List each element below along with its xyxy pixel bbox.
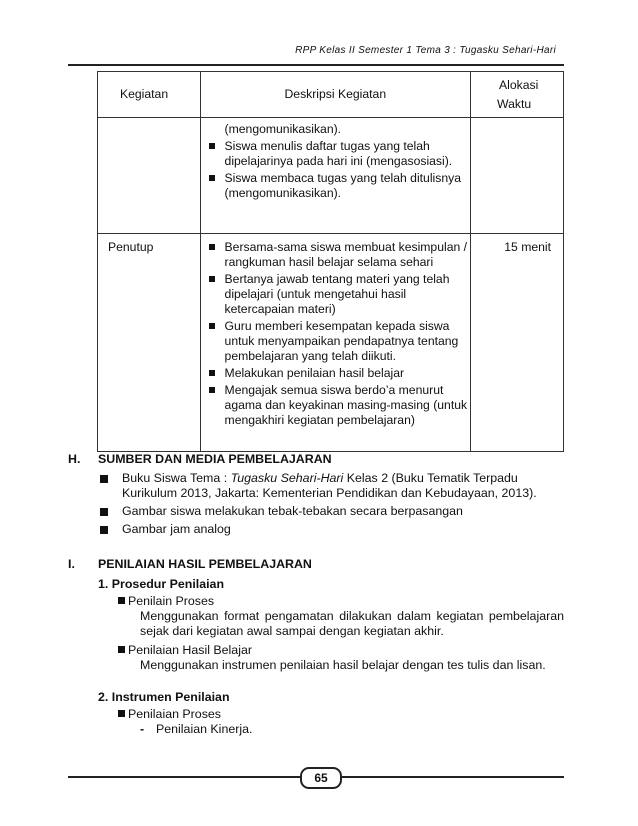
square-bullet-icon [118, 710, 125, 717]
square-bullet-icon [209, 370, 215, 376]
book-title: Tugasku Sehari-Hari [230, 471, 344, 485]
section-h [68, 452, 562, 540]
square-bullet-icon [209, 175, 215, 181]
penilaian-proses-text: Menggunakan format pengamatan dilakukan dalam kegiatan pembelajaran sejak dari kegiatan awal sampai dengan kegiatan akhir. [140, 609, 564, 638]
penilaian-proses-item [68, 594, 564, 609]
page-number: 65 [300, 767, 342, 789]
square-bullet-icon [209, 387, 215, 393]
list-item-text: Gambar jam analog [122, 522, 231, 536]
list-item [201, 272, 471, 317]
footer-rule-left [68, 776, 300, 778]
table-header-row [98, 72, 564, 118]
list-item-text: Penilaian Hasil Belajar [128, 643, 252, 657]
list-item-text: Melakukan penilaian hasil belajar [224, 366, 405, 380]
header-rule [68, 64, 564, 66]
header-kegiatan: Kegiatan [98, 72, 201, 118]
list-item-text: Penilain Proses [128, 594, 215, 608]
subsection-prosedur: 1. Prosedur Penilaian [98, 577, 225, 591]
section-h-letter: H. [68, 452, 81, 466]
square-bullet-icon [118, 597, 125, 604]
table-row-continued [98, 118, 564, 234]
square-bullet-icon [100, 475, 108, 483]
section-i [68, 557, 564, 737]
section-i-letter: I. [68, 557, 75, 571]
square-bullet-icon [100, 508, 108, 516]
list-item [201, 319, 471, 364]
penutup-time: 15 menit [471, 234, 564, 452]
square-bullet-icon [100, 526, 108, 534]
list-item-text: Guru memberi kesempatan kepada siswa untuk menyampaikan pendapatnya tentang pembelajaran yang telah diikuti. [224, 319, 459, 363]
list-item [68, 471, 562, 501]
square-bullet-icon [209, 143, 215, 149]
list-item-text: Bersama-sama siswa membuat kesimpulan / rangkuman hasil belajar selama sehari [224, 240, 468, 269]
footer-rule-right [338, 776, 564, 778]
book-suffix: Kelas 2 (Buku Tematik Terpadu Kurikulum 2013, Jakarta: Kementerian Pendidikan dan Kebudayaan, 2013). [122, 471, 537, 500]
list-item-text: Penilaian Kinerja. [156, 722, 253, 736]
dash-marker: - [140, 722, 145, 736]
instrumen-kinerja-item [68, 722, 564, 737]
penutup-bullets [201, 240, 471, 428]
penutup-label: Penutup [98, 234, 201, 452]
list-item [201, 171, 471, 201]
list-item [201, 139, 471, 169]
instrumen-proses-item [68, 707, 564, 722]
penilaian-hasil-item [68, 643, 564, 658]
header-alokasi [471, 72, 564, 118]
subsection-instrumen: 2. Instrumen Penilaian [98, 690, 230, 704]
penutup-desc-cell [200, 234, 471, 452]
header-alokasi-line1: Alokasi [499, 77, 539, 92]
list-item-text: Penilaian Proses [128, 707, 221, 721]
list-item-text: Siswa menulis daftar tugas yang telah dipelajarinya pada hari ini (mengasosiasi). [224, 139, 453, 168]
penilaian-hasil-text: Menggunakan instrumen penilaian hasil belajar dengan tes tulis dan lisan. [140, 658, 546, 672]
list-item [201, 240, 471, 270]
square-bullet-icon [118, 646, 125, 653]
continued-bullets [201, 139, 471, 201]
list-item [68, 504, 562, 519]
list-item-text: Bertanya jawab tentang materi yang telah dipelajari (untuk mengetahui hasil ketercapaian materi) [224, 272, 450, 316]
section-i-title: PENILAIAN HASIL PEMBELAJARAN [98, 557, 312, 571]
table-row-penutup [98, 234, 564, 452]
book-prefix: Buku Siswa Tema : [122, 471, 231, 485]
square-bullet-icon [209, 323, 215, 329]
section-i-heading [68, 557, 564, 573]
continued-text: (mengomunikasikan). [224, 122, 342, 136]
continued-desc-cell [200, 118, 471, 234]
list-item-text: Mengajak semua siswa berdo’a menurut agama dan keyakinan masing-masing (untuk mengakhiri kegiatan pembelajaran) [224, 383, 468, 427]
square-bullet-icon [209, 244, 215, 250]
square-bullet-icon [209, 276, 215, 282]
list-item [68, 522, 562, 537]
section-h-title: SUMBER DAN MEDIA PEMBELAJARAN [98, 452, 332, 466]
header-alokasi-line2: Waktu [497, 96, 532, 111]
activity-table [97, 71, 564, 452]
continued-label-cell [98, 118, 201, 234]
continued-time-cell [471, 118, 564, 234]
list-item-text: Siswa membaca tugas yang telah ditulisnya (mengomunikasikan). [224, 171, 461, 200]
section-h-list [68, 471, 562, 537]
section-h-heading [68, 452, 562, 468]
list-item [201, 383, 471, 428]
header-deskripsi: Deskripsi Kegiatan [200, 72, 471, 118]
list-item-text: Gambar siswa melakukan tebak-tebakan secara berpasangan [122, 504, 463, 518]
running-header: RPP Kelas II Semester 1 Tema 3 : Tugasku Sehari-Hari [295, 45, 556, 56]
list-item [201, 366, 471, 381]
